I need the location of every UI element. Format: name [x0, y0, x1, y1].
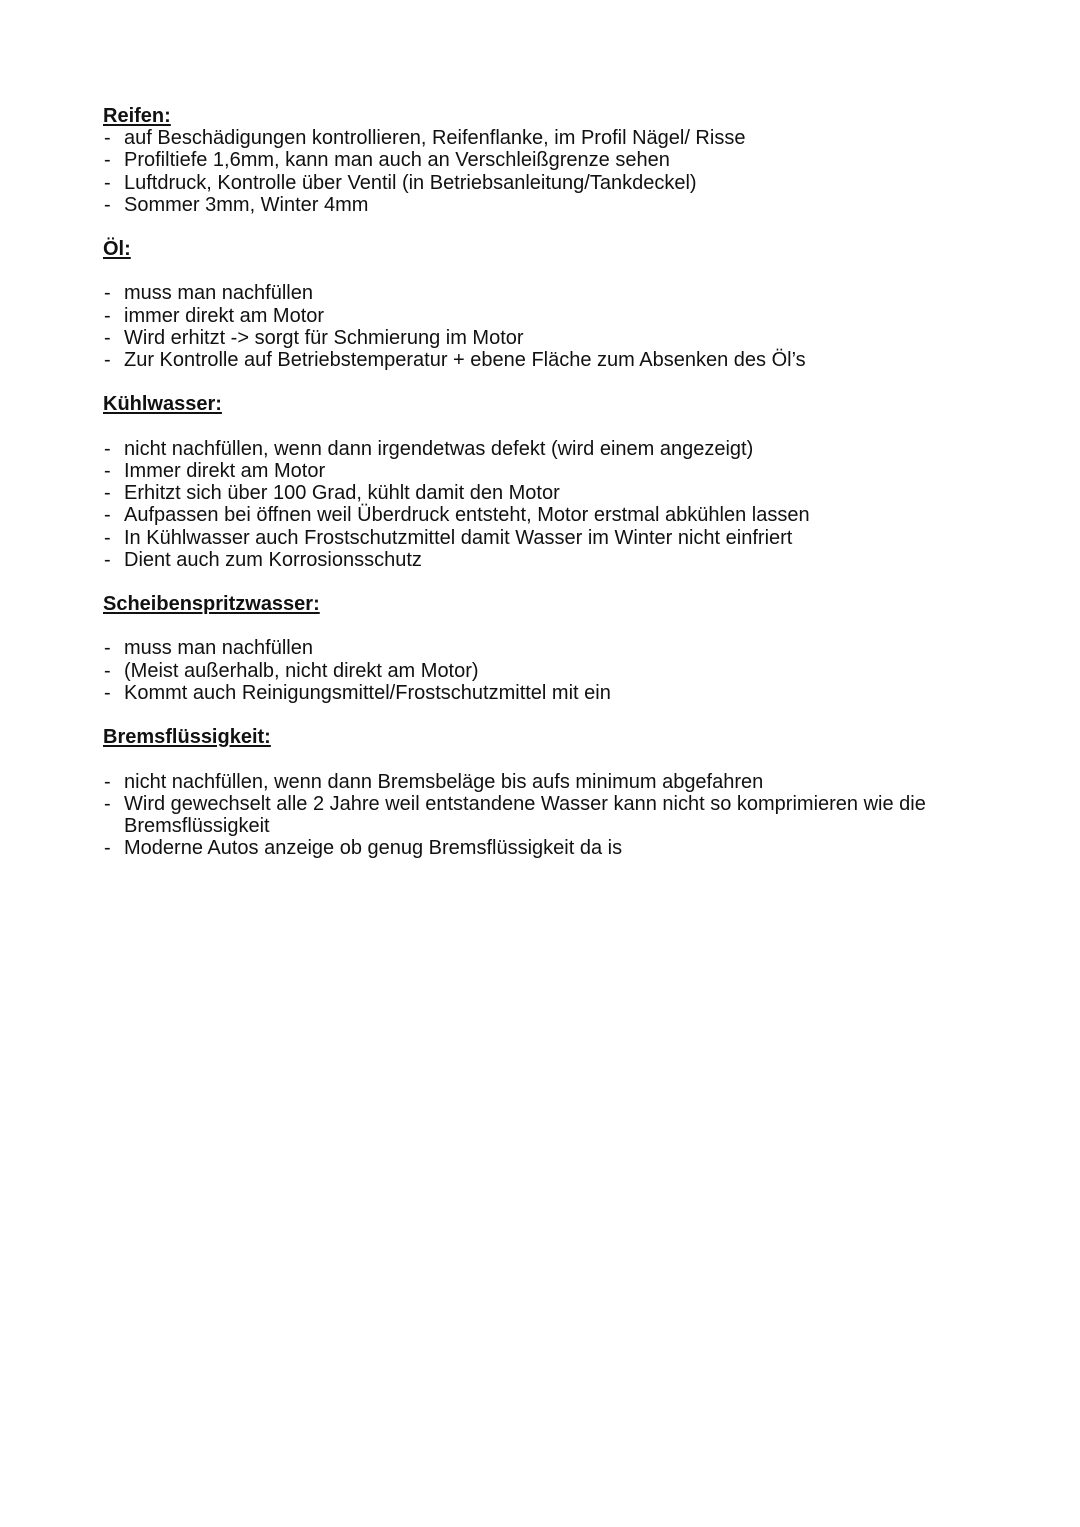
list-item-text: Zur Kontrolle auf Betriebstemperatur + ebene Fläche zum Absenken des Öl’s — [124, 349, 806, 372]
section-heading: Bremsflüssigkeit: — [103, 726, 271, 749]
list-item — [103, 172, 977, 194]
list-marker: - — [104, 459, 111, 482]
list-item-text: muss man nachfüllen — [124, 282, 313, 305]
list-item — [103, 194, 977, 216]
list-item-text: In Kühlwasser auch Frostschutzmittel damit Wasser im Winter nicht einfriert — [124, 526, 793, 549]
section-heading: Kühlwasser: — [103, 393, 222, 416]
list-item-text: Erhitzt sich über 100 Grad, kühlt damit den Motor — [124, 482, 560, 505]
section-heading: Öl: — [103, 238, 131, 261]
section-kuehlwasser — [103, 393, 977, 570]
list-item-text: nicht nachfüllen, wenn dann irgendetwas defekt (wird einem angezeigt) — [124, 437, 754, 460]
list-item-text: Dient auch zum Korrosionsschutz — [124, 548, 422, 571]
list-item-text: (Meist außerhalb, nicht direkt am Motor) — [124, 659, 479, 682]
list-item-text: Sommer 3mm, Winter 4mm — [124, 193, 369, 216]
list-item — [103, 482, 977, 504]
list-item-text: auf Beschädigungen kontrollieren, Reifenflanke, im Profil Nägel/ Risse — [124, 127, 746, 150]
section-bremsfluessigkeit — [103, 726, 977, 859]
list-item-text: Wird gewechselt alle 2 Jahre weil entstandene Wasser kann nicht so komprimieren wie die Bremsflüssigkeit — [124, 792, 926, 837]
list-item-text: muss man nachfüllen — [124, 637, 313, 660]
section-oel — [103, 238, 977, 371]
list-marker: - — [104, 526, 111, 549]
list-marker: - — [104, 504, 111, 527]
list-item — [103, 527, 977, 549]
list-item-text: Luftdruck, Kontrolle über Ventil (in Betriebsanleitung/Tankdeckel) — [124, 171, 697, 194]
section-heading: Scheibenspritzwasser: — [103, 593, 320, 616]
list-item — [103, 438, 977, 460]
list-item — [103, 282, 977, 304]
list-marker: - — [104, 127, 111, 150]
list-item — [103, 682, 977, 704]
list-marker: - — [104, 637, 111, 660]
list-marker: - — [104, 349, 111, 372]
section-scheibenspritzwasser — [103, 593, 977, 704]
list-marker: - — [104, 193, 111, 216]
list-marker: - — [104, 304, 111, 327]
list-item-text: immer direkt am Motor — [124, 304, 325, 327]
list-marker: - — [104, 171, 111, 194]
list-item — [103, 149, 977, 171]
bullet-list — [103, 127, 977, 216]
section-reifen — [103, 105, 977, 216]
list-item — [103, 305, 977, 327]
list-marker: - — [104, 437, 111, 460]
list-item — [103, 660, 977, 682]
list-marker: - — [104, 770, 111, 793]
list-item — [103, 349, 977, 371]
list-item — [103, 460, 977, 482]
list-item-text: Aufpassen bei öffnen weil Überdruck entsteht, Motor erstmal abkühlen lassen — [124, 504, 810, 527]
list-item — [103, 771, 977, 793]
list-item-text: Immer direkt am Motor — [124, 459, 326, 482]
section-heading: Reifen: — [103, 105, 171, 127]
list-item — [103, 327, 977, 349]
document-content — [103, 105, 977, 859]
list-marker: - — [104, 659, 111, 682]
list-item — [103, 549, 977, 571]
list-item — [103, 837, 977, 859]
list-item-text: Kommt auch Reinigungsmittel/Frostschutzmittel mit ein — [124, 681, 611, 704]
list-marker: - — [104, 681, 111, 704]
list-item — [103, 127, 977, 149]
list-marker: - — [104, 482, 111, 505]
list-marker: - — [104, 326, 111, 349]
list-marker: - — [104, 837, 111, 860]
bullet-list — [103, 771, 977, 860]
list-marker: - — [104, 792, 111, 815]
list-item — [103, 504, 977, 526]
list-item-text: Wird erhitzt -> sorgt für Schmierung im Motor — [124, 326, 524, 349]
list-marker: - — [104, 548, 111, 571]
list-item — [103, 793, 977, 837]
list-item-text: Profiltiefe 1,6mm, kann man auch an Verschleißgrenze sehen — [124, 149, 670, 172]
list-item-text: Moderne Autos anzeige ob genug Bremsflüssigkeit da is — [124, 837, 623, 860]
list-item — [103, 637, 977, 659]
list-marker: - — [104, 282, 111, 305]
list-item-text: nicht nachfüllen, wenn dann Bremsbeläge bis aufs minimum abgefahren — [124, 770, 764, 793]
bullet-list — [103, 438, 977, 571]
bullet-list — [103, 637, 977, 704]
bullet-list — [103, 282, 977, 371]
list-marker: - — [104, 149, 111, 172]
